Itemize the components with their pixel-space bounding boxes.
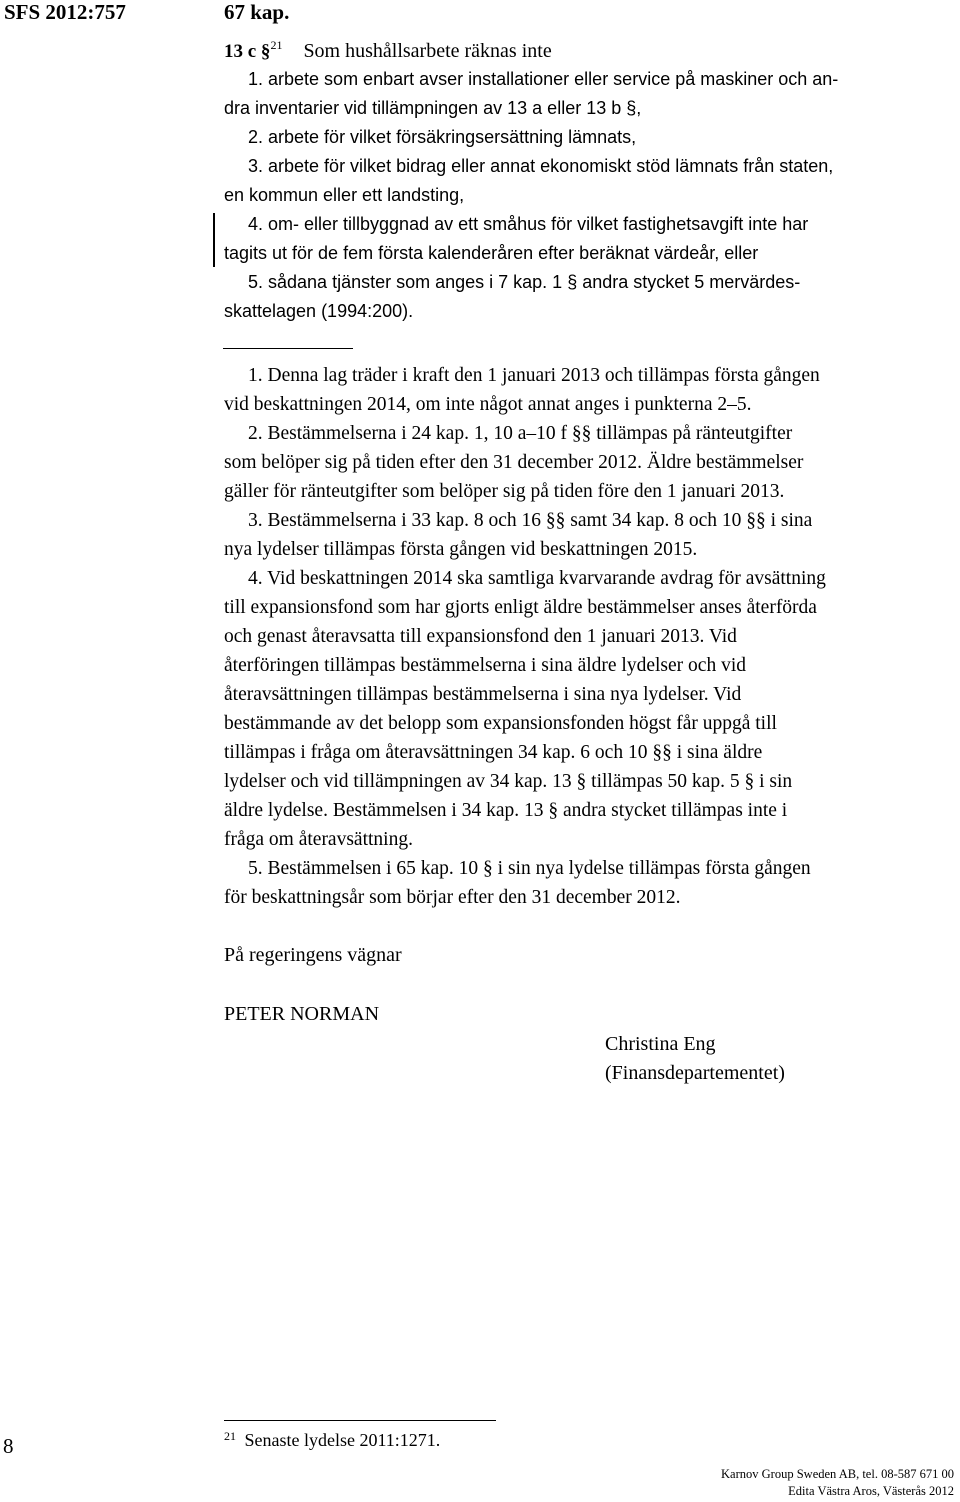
department-name: (Finansdepartementet) <box>605 1062 785 1084</box>
transitional-point-1: 1. Denna lag träder i kraft den 1 januari 2013 och tillämpas första gången vid beskattningen 2014, om inte något annat anges i punkterna 2–5. <box>224 365 820 415</box>
section-item-4: 4. om- eller tillbyggnad av ett småhus för vilket fastighetsavgift inte har tagits ut för de fem första kalenderåren efter beräknat värdeår, eller <box>224 214 809 263</box>
publisher-line: Karnov Group Sweden AB, tel. 08-587 671 00 <box>721 1467 954 1481</box>
minister-name: PETER NORMAN <box>224 1003 380 1025</box>
section-intro: Som hushållsarbete räknas inte <box>303 40 552 62</box>
transitional-point-4: 4. Vid beskattningen 2014 ska samtliga kvarvarande avdrag för avsättning till expansionsfond som har gjorts enligt äldre bestämmelser anses återförda och genast återavsatta till expansionsfond den 1 januari 2013. Vid återföringen tillämpas bestämmelserna i sina äldre lydelser och vid återavsättningen tillämpas bestämmelserna i sina nya lydelser. Vid bestämmande av det belopp som expansionsfonden högst får uppgå till tillämpas i fråga om återavsättningen 34 kap. 6 och 10 §§ i sina äldre lydelser och vid tillämpningen av 34 kap. 13 § tillämpas 50 kap. 5 § i sin äldre lydelse. Bestämmelsen i 34 kap. 13 § andra stycket tillämpas inte i fråga om återavsättning. <box>224 568 826 850</box>
section-item-2: 2. arbete för vilket försäkringsersättning lämnats, <box>248 127 637 147</box>
section-item-5: 5. sådana tjänster som anges i 7 kap. 1 § andra stycket 5 mervärdes- skattelagen (1994:200). <box>224 272 801 321</box>
footnote-number: 21 <box>224 1429 236 1443</box>
chapter-heading: 67 kap. <box>224 0 290 24</box>
section-item-list <box>224 65 954 326</box>
footnote-reference: 21 <box>270 38 283 52</box>
sfs-number: SFS 2012:757 <box>4 0 126 24</box>
section-item-1: 1. arbete som enbart avser installationer eller service på maskiner och an- dra inventarier vid tillämpningen av 13 a eller 13 b §, <box>224 69 839 118</box>
printer-line: Edita Västra Aros, Västerås 2012 <box>788 1484 954 1498</box>
footnote <box>224 1429 440 1451</box>
section-heading <box>224 38 552 63</box>
on-behalf-text: På regeringens vägnar <box>224 944 402 966</box>
transitional-point-5: 5. Bestämmelsen i 65 kap. 10 § i sin nya lydelse tillämpas första gången för beskattningsår som börjar efter den 31 december 2012. <box>224 858 811 908</box>
official-name: Christina Eng <box>605 1033 716 1055</box>
change-bar <box>213 213 215 267</box>
transitional-point-3: 3. Bestämmelserna i 33 kap. 8 och 16 §§ samt 34 kap. 8 och 10 §§ i sina nya lydelser tillämpas första gången vid beskattningen 2015. <box>224 510 813 560</box>
page-number: 8 <box>3 1434 14 1458</box>
footnote-rule <box>224 1420 496 1421</box>
footnote-text: Senaste lydelse 2011:1271. <box>244 1430 441 1450</box>
transitional-point-2: 2. Bestämmelserna i 24 kap. 1, 10 a–10 f §§ tillämpas på ränteutgifter som belöper sig på tiden efter den 31 december 2012. Äldre bestämmelser gäller för ränteutgifter som belöper sig på tiden före den 1 januari 2013. <box>224 423 804 502</box>
section-item-3: 3. arbete för vilket bidrag eller annat ekonomiskt stöd lämnats från staten, en kommun eller ett landsting, <box>224 156 834 205</box>
section-number: 13 c § <box>224 41 271 62</box>
separator-rule <box>223 348 353 349</box>
transitional-provisions <box>224 361 954 912</box>
